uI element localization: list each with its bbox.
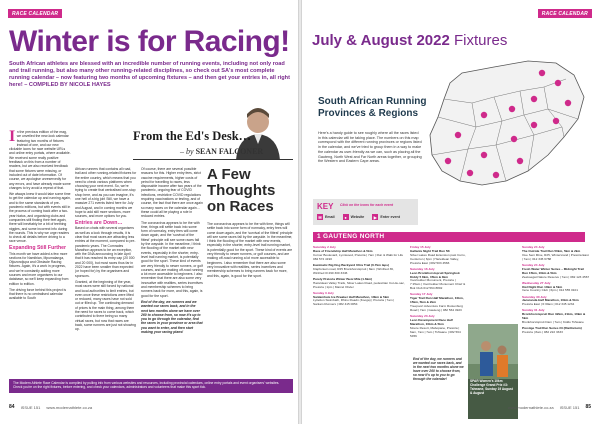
event-date: Friday 15 July <box>410 246 431 249</box>
column-2 <box>75 167 137 376</box>
event-info: Irene Country Club | 6pm | 012 555 0101 <box>522 288 578 293</box>
event-info: Voortrekker Monument, Pretoria | 7:15am | Voortrekker Monument Chief & Bok Club 012 564 8802 <box>410 278 466 291</box>
list-item[interactable] <box>522 327 590 335</box>
divider <box>133 159 293 160</box>
issue-label: ISSUE 151 <box>559 404 580 410</box>
list-item[interactable] <box>410 246 466 266</box>
list-item[interactable] <box>522 309 590 325</box>
right-p1: Of course, there are several possible reasons for this. Higher entry fees, strict vaccine requirements, higher costs of petrol for travelling to races, less disposable income after two years of the pandemic, ongoing fear of COVID infections, restrictive COVID regulations requiring vaccinations or testing, and of course, the fact that there are once again so many races on the calendar again… these could all be playing a role in reduced entries. <box>141 167 203 219</box>
intro-text <box>9 61 293 89</box>
events-column-2 <box>410 246 466 354</box>
event-info: Lyttelton Swimbath, Rhino Roadn (Kooga) | Pretoria | 7am | Sanlam Runners | 082 415 0054 <box>313 298 395 307</box>
key-item-website <box>343 214 365 220</box>
event-date: Sunday 24 July <box>522 262 545 267</box>
key-subtitle: Click on the icons for each event <box>340 203 393 207</box>
event-title: The Outride Trail Run 50km, 5km & 2km <box>522 248 581 253</box>
event-info: Oue Seni Mine, R25, Wintersrand | Pretoria East | 7am | 012 345 6788 <box>522 252 589 261</box>
event-title: Gallants Night Trail Run 5K <box>410 248 450 253</box>
event-title: Leon Bronkhorstspruit Springbok Kiddy 5 8km, 15km & 3km <box>410 270 460 279</box>
fixtures-title <box>312 32 507 49</box>
column-1 <box>9 130 71 376</box>
event-info: Silver Lakes Road Extension past Curro, Centurion | 6pm | Hazeldean Valley, Pretoria East | 082 503 4566 <box>410 252 466 265</box>
list-item[interactable] <box>313 278 405 290</box>
events-column-1 <box>313 246 405 398</box>
event-info: Pretoria East | 6:30am | 012 345 1234 <box>522 302 575 307</box>
headline: Winter is for Racing! <box>9 25 290 58</box>
event-date: Wednesday 27 July <box>522 280 551 285</box>
left-p3: This month we have added a few more sections for Namibian, Mpumalanga, Otjozondjupa and Obstacle Racing fixtures. Again, it's a work in progress, and we're constantly adding more sources and more organisers to our database, so we'll keep expanding from edition to edition. <box>9 251 69 286</box>
race-calendar-tab-right: RACE CALENDAR <box>538 9 592 18</box>
icon-key <box>313 199 418 225</box>
key-label: Website <box>350 215 365 219</box>
key-item-email <box>317 214 335 220</box>
provinces-text: Here's a handy guide to see roughly where all the races listed in this calendar will be taking place. The numbers on this map correspond with the different running provinces or regions listed in the calendar, and we've tried to group them in a way to make the calendar as user-friendly as we can, such as placing all the Gauteng, North West and Far North areas together, or grouping the Western and Eastern Cape areas. <box>318 131 422 164</box>
race-calendar-tab-left: RACE CALENDAR <box>8 9 62 18</box>
key-item-enter <box>372 214 400 220</box>
event-title: Race of Friendship Half Marathon & 5km <box>313 248 373 253</box>
events-column-3 <box>522 246 590 406</box>
event-title: Jacaranda Half Marathon, 10km & 5km <box>522 298 579 303</box>
event-info: Klapfontein road, R25 Bronkhorstspruit | 8am | Winfried 36, Winfried 0l 290 300 3346 <box>313 266 394 275</box>
intro-body: South African athletes are blessed with an incredible number of running events, including not only road and trail running, but also many other running-related disciplines, so check out SA's most complete running calendar – now featuring two months of upcoming fixtures – and then get your entries in, all right here! <box>9 61 290 88</box>
event-title: Fresh Water Winter Series – Midnight Trail Run 15km, 10km & 5km <box>522 266 584 275</box>
mid-p3: Granted, at the beginning of the year, most races were still forced by national and local authorities to limit entries, but even once these restrictions were lifted or reduced, many races have not sold out or filled up. The continuing demand of prices is the main thing, among them the need for races to come back, which contributed to there being so many virtual races, but now that races are back, some runners are just not showing up. <box>75 279 136 332</box>
event-title: Prestige Trail Run Series #3 (Rietfontein) <box>522 326 582 331</box>
south-africa-map <box>424 57 590 189</box>
event-date: Saturday 2 July <box>313 246 336 249</box>
right-p2: The coronavirus appears to be the with time, things will settle back into some form of normalcy, entry fees will come down again, and the 'survival of the fittest' principle will see some races fall by the wayside. In the meantime, I think the flooding of the market with new events, especially in the shorter, entry-level trail running market, is potentially good for the sport. These kind of events are very friendly to newer runners, or golf courses, and are making off-road running a lot more accessible to beginners. I also remember that there are also some very innovative with realities, series incentives and membership schemes to bring runners back for more, and this, again, is good for the sport. <box>141 220 203 298</box>
event-title: Eastmatic Big Dog Backyard Ultra Trail (6.7km laps) <box>313 262 389 267</box>
provinces-title: South African Running Provinces & Regions <box>318 96 427 119</box>
left-p2: We always knew it would take some time to get the calendar up and running again, and to the same standards of pre-pandemic editions, but with events still in the process of coming back after a two-year hiatus, and organising clubs and companies still finding their feet again, there will inevitably be a bit of teething niggles, and some incorrect info during the rounds. This is why we urge readers to check all details before driving to a race venue. <box>9 192 71 244</box>
left-p4: The driving force behind this project is that there is no centralised calendar available to South <box>9 287 67 301</box>
event-info: Zeekoegat Nature Reserve | 7am | 082 123 4567 <box>522 274 590 279</box>
photo-caption: SPAR Women's 10km Challenge Grand Prix #3: Tshwane, Sunday 19 August & August <box>470 379 513 395</box>
enter-event-icon: ▶ <box>373 214 377 220</box>
event-date: Saturday 16 July <box>410 266 435 271</box>
event-date: Sunday 24 July <box>522 246 545 249</box>
event-info: Hazeldean Valley Trails, Silver Lakes Road, pedestrian Cul-de-sac, Pretoria | 1pm | Marcel Olivier <box>313 280 405 289</box>
event-date: Saturday 23 July <box>410 314 435 319</box>
event-info: Corner Boulevard, Lynnwood, Pretoria | 7am | Run & Walk for Life 082 572 4190 <box>313 252 404 261</box>
list-item[interactable] <box>410 293 466 313</box>
subheading: Entries are Down… <box>75 219 123 226</box>
site-link[interactable]: www.modernathlete.co.za <box>46 404 93 410</box>
event-info: Pretoria | 8am | 082 222 3333 <box>522 330 563 335</box>
eds-desk-title: From the Ed's Desk… <box>133 129 252 143</box>
page-number: 85 <box>585 404 591 410</box>
event-title: Bronkhorstspruit Run 32km, 21km, 10km & 5km <box>522 312 586 321</box>
italic-note: End of the day, we runners and we wanted our races back, and in the next two months alone we have over 260 to choose from, so now it's up to you to go through the calendar! <box>413 357 464 382</box>
fixtures-title-light: Fixtures <box>449 32 508 49</box>
event-info: Moore Resort, Mabopane, Pretoria | 6am, 7am | 7am | Tshwane | 082 564 5456 <box>410 325 461 338</box>
section-header-gauteng-north: 1 GAUTENG NORTH <box>313 232 585 242</box>
thoughts-title: A Few Thoughts on Races <box>207 166 276 215</box>
calendar-note-bar: The Modern Athlete Race Calendar is compiled by pulling info from various websites and resources, including provincial calendars, online entry portals and event organisers' websites. Check you're on the right fixtures, before entering, and check your calendars, administrators and volunteers that make this sport tick. <box>9 379 293 393</box>
issue-label: ISSUE 151 <box>20 404 41 410</box>
drop-cap: I <box>9 130 16 145</box>
event-info: Bronkhorstspruit Dam | 7am | Kiddo Tshwane <box>522 320 584 325</box>
event-title: Leon Development Race Half Marathon, 10km & 5km <box>410 317 453 326</box>
column-3 <box>141 167 203 376</box>
right-p3: End of the day, we runners and we wanted our races back, and in the next two months alone we have over 260 to choose from, so now it's up to you to go through the calendar, find the races in your province or area that you want to enter, and then start making your racing plans! <box>141 299 203 334</box>
event-date: Sunday 31 July <box>522 308 545 313</box>
mid-p2: Based on chats with several organisers as well as a look through results, it is clear that most races are attracting less entries at the moment, compared to pre-pandemic years. The Comrades Marathon appears to be an exception, with the DNA announcing in late April that it has reached its entry cap (20 000 and 20 000), but most races thus far in 2022 have been smaller than expected (or hoped for) by the organisers and sponsors. <box>75 226 136 278</box>
column-4 <box>207 222 293 376</box>
site-link[interactable]: www.modernathlete.co.za <box>507 404 554 410</box>
footer-right <box>508 404 591 410</box>
page-number: 84 <box>9 404 15 410</box>
key-label: Email <box>325 215 335 219</box>
key-items <box>317 214 400 220</box>
fixtures-title-bold: July & August 2022 <box>312 32 450 49</box>
footer-left <box>9 404 92 410</box>
intro-credit: – COMPILED BY NICOLE HAYES <box>22 82 111 88</box>
event-date: Sunday 3 July <box>313 290 334 295</box>
left-p1: n the previous edition of the mag, we unveiled the new-look calendar featuring two months of fixtures instead of one, and our new clickable icons for race website URLs and online entry portals, where available. We received some really positive feedback on this from a number of readers, but we also received feedback that some fixtures were missing, or included out of date information. Of course, we apologise unreservedly for any errors, and have already made some changes to try avoid a repeat of that. <box>9 130 71 190</box>
event-title: Sanlamhuis Ice Breaker Half Marathon, 10km & 5km <box>313 294 390 299</box>
key-label: Enter event <box>380 215 400 219</box>
event-title: Purely Pretoria Winter Buzz Mile (1.6km) <box>313 276 373 281</box>
email-icon: ✉ <box>318 214 322 220</box>
author-name: SEAN FALCONER <box>195 147 264 156</box>
event-date: Sunday 17 July <box>410 292 433 297</box>
event-title: Owl Night Run 10km & 5km <box>522 284 563 289</box>
event-date: Saturday 30 July <box>522 294 547 299</box>
list-item[interactable] <box>522 296 590 308</box>
byline-prefix: – by <box>180 147 196 156</box>
page-gutter <box>298 0 302 424</box>
event-title: Tiger Trail Run Half Marathon, 10km, 15km, 5km & 2km <box>410 296 464 305</box>
list-item[interactable] <box>410 268 466 291</box>
eds-byline <box>180 147 263 156</box>
list-item[interactable] <box>313 292 405 308</box>
list-item[interactable] <box>522 246 590 262</box>
mid-p1: African runners that contains all road, trail and other running-related fixtures for the entire country, which means that you need to check various platforms when choosing your next event. So, we're trying to create that centralised one-stop shop here, and as you can imagine, it's one hell of a big job! Still, we have a massive 271 events listed here for July and August, and in coming months we hope to add still more sections, more sources, and more options for you. <box>75 167 137 219</box>
paragraph <box>9 130 71 190</box>
list-item[interactable] <box>313 264 405 276</box>
key-heading: KEY <box>317 202 334 211</box>
list-item[interactable] <box>313 246 405 262</box>
subheading: Expanding Still Further <box>9 244 67 251</box>
event-info: Treepoort Adventure Farm Rustenburg Road | 7am | Gauteng | 082 564 4923 <box>410 304 464 312</box>
website-icon: ● <box>344 214 347 220</box>
list-item[interactable] <box>522 264 590 280</box>
list-item[interactable] <box>410 315 466 338</box>
list-item[interactable] <box>522 282 590 294</box>
right-p2-cont: The coronavirus appears to be the with time, things will settle back into some form of normalcy, entry fees will come down again, and the 'survival of the fittest' principle will see some races fall by the wayside. In the meantime, I think the flooding of the market with new events, especially in the shorter, entry-level trail running market, is potentially good for the sport. These kind of events are very friendly to newer runners, or golf courses, and are making off-road running a lot more accessible to beginners. I also remember that there are also some very innovative with realities, series incentives and membership schemes to bring runners back for more, and this, again, is good for the sport. <box>207 222 293 278</box>
